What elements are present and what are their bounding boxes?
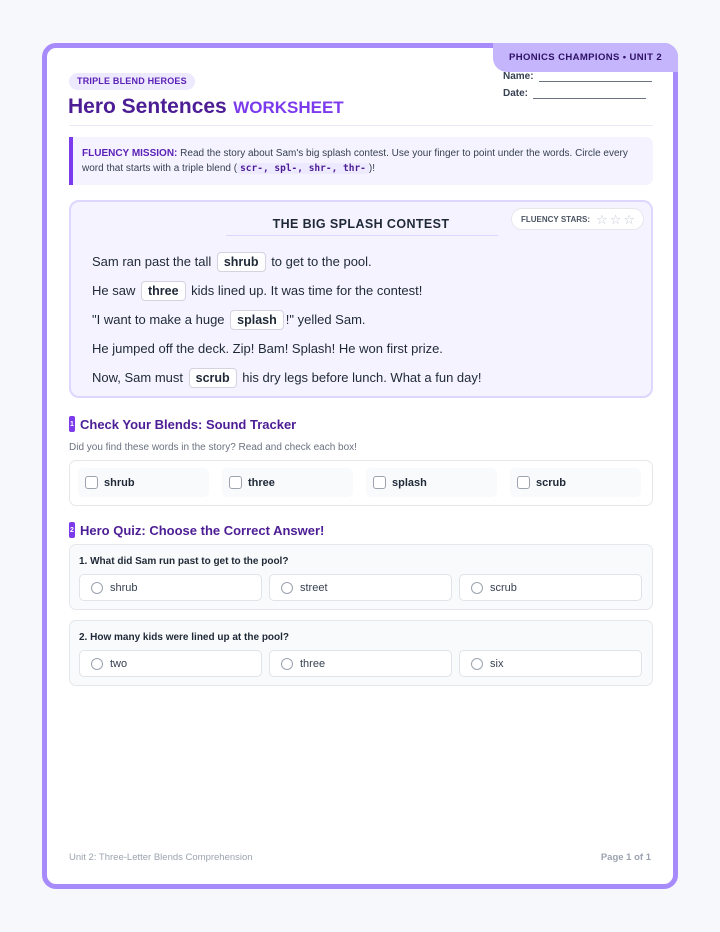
fluency-stars-badge [511, 208, 644, 230]
star-rating[interactable] [594, 213, 635, 226]
story-text-segment: He jumped off the deck. Zip! Bam! Splash! He won first prize. [92, 341, 443, 356]
checkbox[interactable] [229, 476, 242, 489]
checkbox-item-shrub[interactable] [78, 468, 209, 497]
story-title: THE BIG SPLASH CONTEST [272, 217, 450, 231]
story-line [92, 247, 482, 276]
option-label: six [490, 657, 504, 670]
checkbox-item-scrub[interactable] [510, 468, 641, 497]
section-heading-sound-tracker [69, 416, 296, 432]
unit-tab: PHONICS CHAMPIONS • UNIT 2 [493, 43, 678, 72]
radio-button[interactable] [281, 582, 293, 594]
date-label: Date: [503, 88, 529, 99]
section-heading-hero-quiz [69, 522, 324, 538]
story-text-segment: Sam ran past the tall [92, 254, 215, 269]
sound-tracker [69, 460, 653, 506]
blend-word-chip: scrub [189, 368, 237, 388]
story-title-underline [226, 235, 498, 236]
radio-button[interactable] [281, 658, 293, 670]
section-title: Check Your Blends: Sound Tracker [80, 416, 297, 432]
footer-page-number: Page 1 of 1 [600, 852, 651, 863]
answer-option[interactable] [459, 650, 642, 677]
mission-label: FLUENCY MISSION: [82, 148, 178, 159]
section-description: Did you find these words in the story? Read and check each box! [69, 442, 357, 453]
section-title: Hero Quiz: Choose the Correct Answer! [80, 522, 325, 538]
story-text-segment: Now, Sam must [92, 370, 187, 385]
star-icon[interactable]: ☆ [623, 211, 635, 227]
fluency-mission-box [69, 137, 653, 185]
checkbox-label: scrub [536, 476, 566, 489]
topic-pill: TRIPLE BLEND HEROES [69, 73, 195, 90]
radio-button[interactable] [91, 658, 103, 670]
checkbox[interactable] [373, 476, 386, 489]
header-divider [69, 125, 653, 126]
radio-button[interactable] [471, 658, 483, 670]
mission-text-end: )! [368, 163, 376, 174]
answer-option[interactable] [459, 574, 642, 601]
story-text [92, 247, 482, 392]
checkbox-item-three[interactable] [222, 468, 353, 497]
story-text-segment: "I want to make a huge [92, 312, 229, 327]
quiz-question-2 [69, 620, 653, 686]
quiz-question-1 [69, 544, 653, 610]
story-line [92, 334, 482, 363]
name-label: Name: [503, 71, 534, 82]
answer-option[interactable] [269, 650, 452, 677]
blend-word-chip: shrub [217, 252, 266, 272]
date-field[interactable] [503, 88, 646, 99]
story-line [92, 363, 482, 392]
title-sub: WORKSHEET [233, 98, 344, 117]
checkbox-label: splash [392, 476, 427, 489]
story-text-segment: He saw [92, 283, 139, 298]
option-label: street [300, 581, 328, 594]
story-text-segment: to get to the pool. [267, 254, 372, 269]
answer-option[interactable] [269, 574, 452, 601]
checkbox[interactable] [85, 476, 98, 489]
option-label: three [300, 657, 326, 670]
option-label: shrub [110, 581, 138, 594]
worksheet-page [42, 43, 678, 889]
option-label: scrub [490, 581, 517, 594]
name-field[interactable] [503, 71, 652, 82]
section-number: 1 [69, 416, 75, 432]
radio-button[interactable] [471, 582, 483, 594]
name-line[interactable] [539, 71, 652, 82]
star-icon[interactable]: ☆ [609, 211, 622, 227]
story-line [92, 276, 482, 305]
fluency-stars-label: FLUENCY STARS: [520, 214, 591, 224]
checkbox-item-splash[interactable] [366, 468, 497, 497]
title-main: Hero Sentences [68, 95, 227, 118]
checkbox[interactable] [517, 476, 530, 489]
question-text: 1. What did Sam run past to get to the pool? [79, 556, 289, 567]
option-label: two [110, 657, 128, 670]
checkbox-label: three [248, 476, 275, 489]
story-card [69, 200, 653, 398]
radio-button[interactable] [91, 582, 103, 594]
blend-list: scr-, spl-, shr-, thr- [237, 163, 369, 174]
blend-word-chip: three [141, 281, 186, 301]
section-number: 2 [69, 522, 75, 538]
story-text-segment: kids lined up. It was time for the contest! [187, 283, 423, 298]
story-text-segment: his dry legs before lunch. What a fun day! [238, 370, 482, 385]
answer-option[interactable] [79, 650, 262, 677]
date-line[interactable] [533, 88, 646, 99]
page-title [68, 95, 344, 119]
mission-text: Read the story about Sam's big splash contest. Use your finger to point under the words. Circle every word that starts with a triple blend ( [82, 148, 628, 174]
story-text-segment: !" yelled Sam. [285, 312, 366, 327]
checkbox-label: shrub [104, 476, 135, 489]
blend-word-chip: splash [230, 310, 284, 330]
footer-unit: Unit 2: Three-Letter Blends Comprehension [69, 852, 253, 863]
star-icon[interactable]: ☆ [596, 211, 608, 227]
answer-option[interactable] [79, 574, 262, 601]
question-text: 2. How many kids were lined up at the pool? [79, 632, 290, 643]
story-line [92, 305, 482, 334]
